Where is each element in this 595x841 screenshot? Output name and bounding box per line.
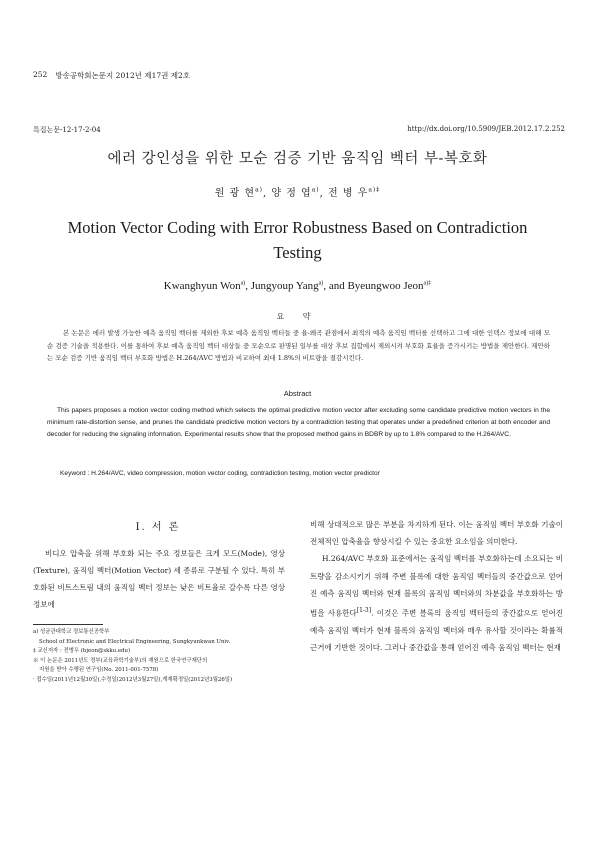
intro-left-column: 비디오 압축을 위해 부호화 되는 주요 정보들은 크게 모드(Mode), 영상(Texture), 움직임 벡터(Motion Vector) 세 종류로 구분될 수 있다. 특히 부호화된 비트스트림 내의 움직임 벡터 정보는 낮은 비트율로 갈수록 다른 영상 정보에 <box>33 549 285 609</box>
footnotes <box>33 628 288 685</box>
author-2-ko-affil: a) <box>311 186 320 194</box>
abstract-ko-text: 본 논문은 에러 발생 가능한 예측 움직임 벡터를 제외한 후보 예측 움직임 벡터들 중 율-왜곡 관점에서 최적의 예측 움직임 벡터를 선택하고 그에 대한 인덱스 정보에 대해 모순 검증 기술을 적용한다. 이를 통하여 후보 예측 움직임 벡터 대상들 중 모순으로 판명된 일부를 대상 후보 집합에서 제외시켜 부호화 효율을 증가시키는 방법을 제안한다. 제안하는 모순 검증 기반 움직임 벡터 부호화 방법은 H.264/AVC 방법과 비교하여 최대 1.8%의 비트량을 절감시킨다. <box>47 329 550 362</box>
page-header <box>33 70 190 81</box>
author-1-ko-affil: a) <box>255 186 263 194</box>
footnote-dates: · 접수일(2011년12월30일),수정일(2012년3월27일),게재확정일(2012년3월26일) <box>33 676 233 683</box>
author-1-en: Kwanghyun Won <box>163 280 241 292</box>
intro-right-column <box>310 516 563 656</box>
intro-right-p2-part-b: . 이것은 주변 블록의 움직임 벡터들의 중간값으로 얻어진 예측 움직임 벡터가 현재 블록의 움직임 벡터와 매우 유사할 것이라는 확률적 근거에 기반한 것이다. 그러나 중간값을 통해 얻어진 예측 움직임 벡터는 현재 <box>310 608 563 652</box>
title-english: Motion Vector Coding with Error Robustness Based on Contradiction Testing <box>67 218 528 262</box>
intro-right-paragraph-2 <box>310 550 563 656</box>
section-title-introduction: Ⅰ. 서 론 <box>135 522 181 533</box>
authors-korean: 원 광 현$^{a)}$, 양 정 엽$^{a)}$, 전 병 우$^{a)\ddagger}$ <box>214 186 381 199</box>
author-2-ko: 양 정 엽 <box>271 188 312 199</box>
abstract-ko-heading: 요 약 <box>276 312 319 321</box>
author-3-en-affil: a)‡ <box>423 280 432 287</box>
author-2-en: Jungyoup Yang <box>250 280 319 292</box>
doi-link[interactable]: http://dx.doi.org/10.5909/JEB.2012.17.2.252 <box>407 125 565 133</box>
citation: [1-3] <box>356 607 372 615</box>
intro-right-paragraph-1: 비해 상대적으로 많은 부분을 차지하게 된다. 이는 움직임 벡터 부호화 기술이 전체적인 압축율을 향상시킬 수 있는 중요한 요소임을 의미한다. <box>310 520 563 547</box>
footnote-funding: ※ 이 논문은 2011년도 정부(교육과학기술부)의 재원으로 한국연구재단의 <box>33 657 208 664</box>
intro-right-p2-part-a: H.264/AVC 부호화 표준에서는 움직임 벡터를 부호화하는데 소요되는 비트량을 감소시키기 위해 주변 블록에 대한 움직임 벡터들의 중간값으로 얻어진 예측 움직임 벡터와 현재 블록의 움직임 벡터와의 차분값을 부호화하는 방법을 사용한다 <box>310 554 563 618</box>
journal-name: 방송공학회논문지 2012년 제17권 제2호 <box>55 71 191 80</box>
abstract-en-text: This papers proposes a motion vector coding method which selects the optimal predictive motion vector after excluding some candidate predictive motion vectors in the minimum rate-distortion sense, and prunes the candidate predictive motion vectors by a contradiction testing that operates under a predefined criterion at both encoder and decoder for reducing the signaling information. Experimental results show that the proposed method gains in BDBR by up to 1.8% compared to the H.264/AVC. <box>47 407 550 439</box>
abstract-en-heading: Abstract <box>283 389 312 398</box>
keywords: Keyword : H.264/AVC, video compression, motion vector coding, contradiction testing, motion vector predictor <box>60 470 380 477</box>
author-3-ko: 전 병 우 <box>327 188 369 199</box>
title-korean: 에러 강인성을 위한 모순 검증 기반 움직임 벡터 부-복호화 <box>107 151 488 167</box>
author-2-en-affil: a) <box>318 280 324 287</box>
author-conjunction: , and <box>323 280 348 292</box>
footnote-affiliation-en: School of Electronic and Electrical Engineering, Sungkyunkwan Univ. <box>39 638 231 645</box>
author-1-ko: 원 광 현 <box>214 188 256 199</box>
paper-id: 특집논문-12-17-2-04 <box>33 126 101 134</box>
footnote-funding-cont: 지원을 받아 수행된 연구임(No. 2011-001-7578) <box>39 667 159 673</box>
page-number: 252 <box>33 70 48 79</box>
author-3-ko-affil: a)‡ <box>368 186 381 194</box>
author-3-en: Byeungwoo Jeon <box>347 280 424 292</box>
footnote-divider <box>33 624 103 625</box>
author-1-en-affil: a) <box>240 280 246 287</box>
footnote-corresponding: ‡ 교신저자 : 전병우 (bjeon@skku.edu) <box>33 648 131 654</box>
authors-english: Kwanghyun Won$^{a)}$, Jungyoup Yang$^{a)}$, and Byeungwoo Jeon$^{a)\ddagger}$ <box>163 280 432 292</box>
footnote-affiliation: a) 성균관대학교 정보통신공학부 <box>33 629 110 635</box>
